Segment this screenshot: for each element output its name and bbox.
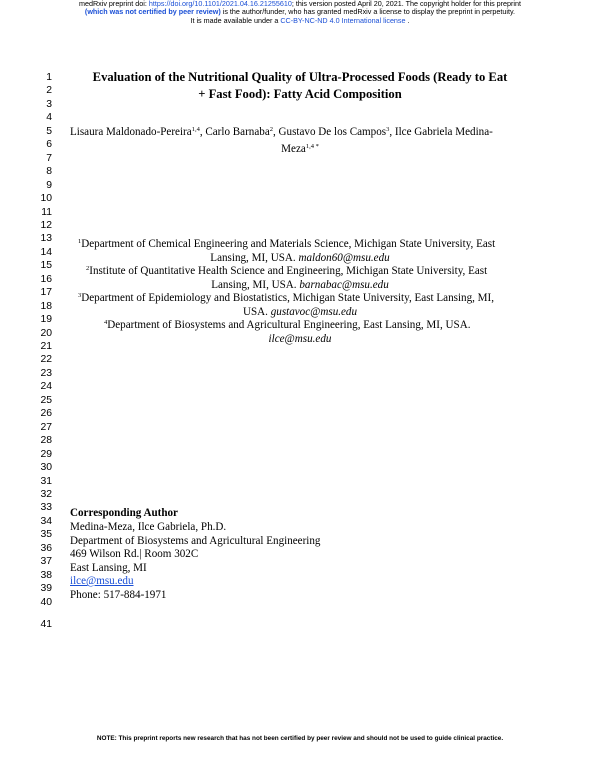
line-number: 20 [40, 327, 52, 339]
paper-title-line-1: Evaluation of the Nutritional Quality of Ultra-Processed Foods (Ready to Eat [92, 70, 508, 84]
line-number: 11 [41, 206, 52, 218]
banner-text: . [405, 15, 410, 25]
line-number: 2 [46, 85, 52, 97]
author-name: , Carlo Barnaba [199, 126, 270, 138]
line-number: 9 [46, 179, 52, 191]
corresponding-author-phone: Phone: 517-884-1971 [70, 589, 167, 601]
line-number: 31 [40, 475, 52, 487]
affiliation-3-continued [60, 306, 540, 318]
medrxiv-banner [0, 0, 600, 25]
author-name: Lisaura Maldonado-Pereira [70, 126, 192, 138]
affiliation-1 [78, 238, 495, 250]
author-name: , Gustavo De los Campos [273, 126, 387, 138]
line-number: 8 [46, 166, 52, 178]
affiliation-text: Lansing, MI, USA. [211, 279, 300, 291]
affiliation-text: Department of Chemical Engineering and Materials Science, Michigan State University, East [81, 238, 496, 250]
line-number: 1 [46, 72, 52, 83]
corresponding-author-heading: Corresponding Author [70, 507, 178, 519]
line-number: 14 [40, 246, 52, 258]
line-number: 28 [40, 435, 52, 447]
line-number: 12 [40, 219, 52, 231]
line-number: 33 [40, 502, 52, 514]
line-number: 19 [40, 314, 52, 326]
author-affiliation-mark: 1,4 * [305, 143, 319, 150]
line-number: 38 [40, 569, 52, 581]
author-email: barnabac@msu.edu [299, 279, 389, 291]
author-list-continued [60, 143, 540, 155]
corresponding-author-address: 469 Wilson Rd.| Room 302C [70, 548, 199, 560]
line-number: 25 [40, 394, 52, 406]
line-number: 35 [40, 529, 52, 541]
corresponding-author-department: Department of Biosystems and Agricultural Engineering [70, 535, 321, 547]
author-name: Meza [281, 143, 306, 155]
author-email: gustavoc@msu.edu [270, 306, 358, 318]
line-number: 16 [40, 273, 52, 285]
preprint-disclaimer: NOTE: This preprint reports new research that has not been certified by peer review and should not be used to guide clinical practice. [96, 735, 504, 742]
line-number: 18 [40, 300, 52, 312]
line-number: 17 [40, 287, 52, 299]
banner-text: ; this version posted April 20, 2021. The copyright holder for this preprint [291, 0, 522, 8]
corresponding-author-city: East Lansing, MI [70, 562, 147, 574]
banner-text: It is made available under a [190, 15, 281, 25]
line-number: 21 [40, 341, 52, 352]
corresponding-author-name: Medina-Meza, Ilce Gabriela, Ph.D. [70, 521, 227, 533]
affiliation-mark: 4 [104, 319, 108, 326]
doi-link[interactable]: https://doi.org/10.1101/2021.04.16.21255610 [148, 0, 292, 8]
line-number: 23 [40, 367, 52, 379]
author-name: , Ilce Gabriela Medina- [389, 126, 493, 138]
line-number: 30 [40, 462, 52, 474]
affiliation-1-continued [60, 252, 540, 264]
affiliation-text: Institute of Quantitative Health Science and Engineering, Michigan State University, East [89, 265, 488, 277]
line-number: 15 [40, 260, 52, 272]
affiliation-mark: 2 [86, 265, 90, 272]
affiliation-text: Lansing, MI, USA. [210, 252, 299, 264]
paper-title-line-2: + Fast Food): Fatty Acid Composition [198, 87, 402, 101]
affiliation-4 [104, 319, 471, 331]
author-affiliation-mark: 2 [269, 126, 273, 133]
affiliation-4-email: ilce@msu.edu [268, 333, 332, 345]
line-number: 26 [40, 408, 52, 420]
line-number: 37 [40, 556, 52, 568]
banner-line-3 [0, 17, 600, 25]
affiliation-text: Department of Epidemiology and Biostatistics, Michigan State University, East Lansing, MI, [81, 292, 495, 304]
line-number: 36 [40, 542, 52, 554]
line-number: 4 [46, 112, 52, 124]
banner-text: medRxiv preprint doi: [78, 0, 149, 8]
affiliation-text: Department of Biosystems and Agricultural Engineering, East Lansing, MI, USA. [107, 319, 471, 331]
author-affiliation-mark: 3 [386, 126, 390, 133]
affiliation-mark: 1 [78, 238, 82, 245]
line-number: 22 [40, 354, 52, 366]
line-number: 41 [40, 618, 52, 630]
affiliation-2 [86, 265, 487, 277]
affiliation-text: USA. [242, 306, 271, 318]
corresponding-author-email-link[interactable]: ilce@msu.edu [70, 575, 134, 587]
affiliation-mark: 3 [78, 292, 82, 299]
line-number: 6 [46, 139, 52, 151]
affiliation-3 [78, 292, 494, 304]
line-number: 7 [46, 152, 52, 164]
line-number: 29 [40, 448, 52, 460]
author-affiliation-mark: 1,4 [191, 126, 200, 133]
line-number: 32 [40, 488, 52, 500]
license-link[interactable]: CC-BY-NC-ND 4.0 International license [280, 15, 406, 25]
line-number: 40 [40, 596, 52, 608]
line-number: 24 [40, 381, 52, 393]
peer-review-notice: (which was not certified by peer review) [84, 7, 221, 17]
line-number: 27 [40, 421, 52, 433]
line-number: 3 [46, 98, 52, 110]
line-number: 34 [40, 515, 52, 527]
author-email: maldon60@msu.edu [298, 252, 390, 264]
author-list [70, 126, 493, 138]
line-number: 5 [46, 125, 52, 137]
banner-text: is the author/funder, who has granted medRxiv a license to display the preprint in perpetuity. [220, 7, 516, 17]
line-number: 39 [40, 583, 52, 595]
line-number: 10 [40, 193, 52, 205]
line-number: 13 [40, 233, 52, 245]
affiliation-2-continued [60, 279, 540, 291]
